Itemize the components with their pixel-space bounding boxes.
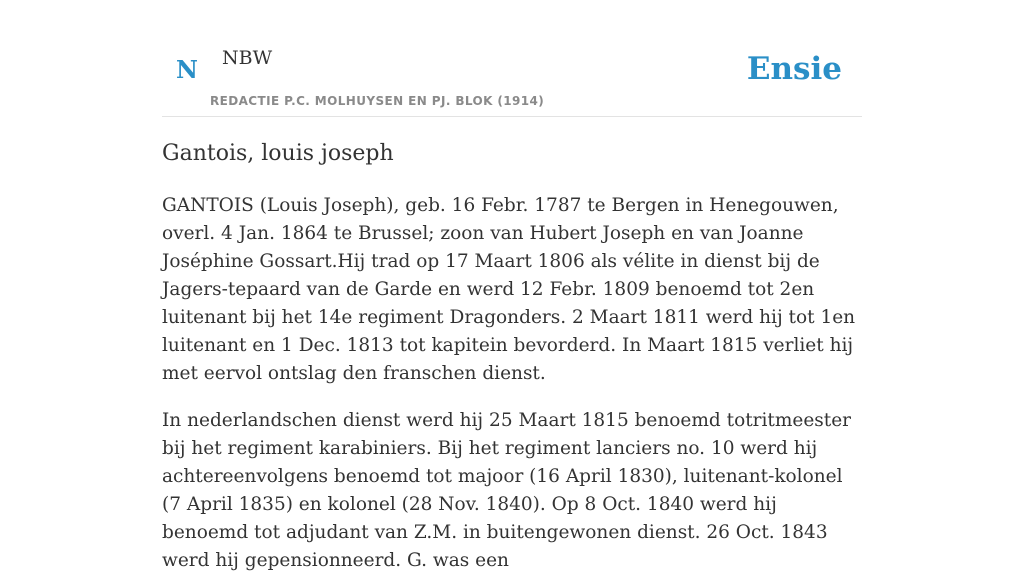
- source-name[interactable]: NBW: [222, 47, 273, 69]
- brand-logo-link[interactable]: Ensie: [746, 51, 842, 87]
- article-paragraph: In nederlandschen dienst werd hij 25 Maart 1815 benoemd totritmeester bij het regiment karabiniers. Bij het regiment lanciers no. 10 werd hij achtereenvolgens benoemd tot majoor (16 April 1830), luitenant-kolonel (7 April 1835) en kolonel (28 Nov. 1840). Op 8 Oct. 1840 werd hij benoemd tot adjudant van Z.M. in buitengewonen dienst. 26 Oct. 1843 werd hij gepensionneerd. G. was een: [162, 410, 852, 571]
- header: [162, 0, 862, 117]
- source-credit: REDACTIE P.C. MOLHUYSEN EN PJ. BLOK (1914): [210, 94, 545, 108]
- article: [162, 136, 862, 575]
- article-paragraph: GANTOIS (Louis Joseph), geb. 16 Febr. 1787 te Bergen in Henegouwen, overl. 4 Jan. 1864 te Brussel; zoon van Hubert Joseph en van Joanne Joséphine Gossart.Hij trad op 17 Maart 1806 als vélite in dienst bij de Jagers-tepaard van de Garde en werd 12 Febr. 1809 benoemd tot 2en luitenant bij het 14e regiment Dragonders. 2 Maart 1811 werd hij tot 1en luitenant en 1 Dec. 1813 tot kapitein bevorderd. In Maart 1815 verliet hij met eervol ontslag den franschen dienst.: [162, 195, 856, 384]
- article-title: Gantois, louis joseph: [162, 141, 394, 166]
- source-logo[interactable]: N: [176, 55, 198, 84]
